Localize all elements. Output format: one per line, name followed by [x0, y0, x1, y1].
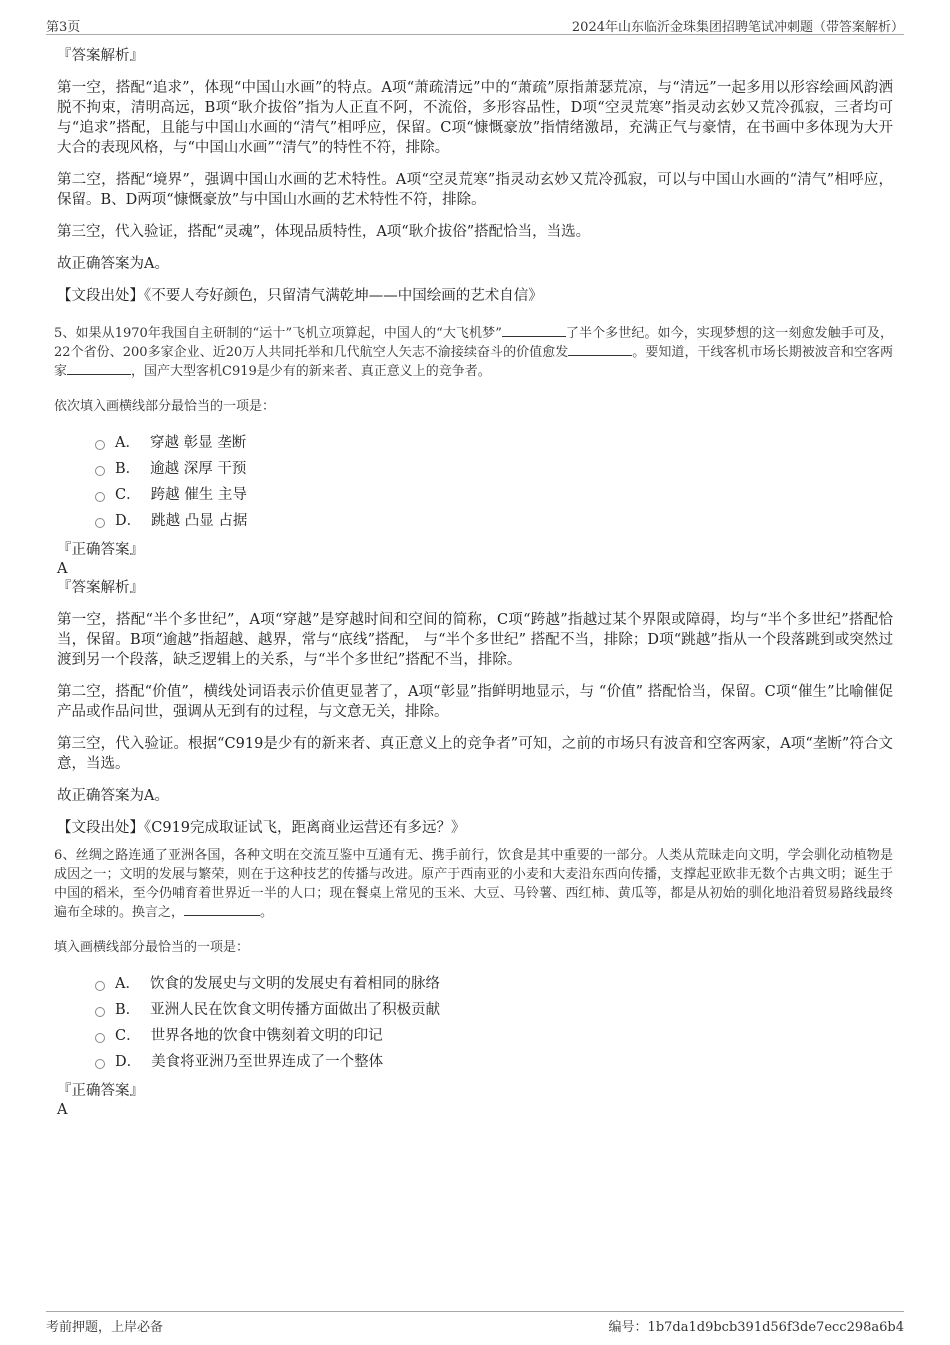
option-d[interactable]: D． 跳越 凸显 占据	[95, 508, 893, 534]
option-a[interactable]: A． 穿越 彰显 垄断	[95, 430, 893, 456]
radio-icon[interactable]	[95, 1059, 105, 1069]
document-title: 2024年山东临沂金珠集团招聘笔试冲刺题（带答案解析）	[571, 20, 904, 35]
option-b[interactable]: B． 逾越 深厚 干预	[95, 456, 893, 482]
question-5-stem: 5、如果从1970年我国自主研制的“运十”飞机立项算起，中国人的“大飞机梦” 了半个多世纪。如今，实现梦想的这一刻愈发触手可及，22个省份、200多家企业、近20万人共同托举和几代航空人矢志不渝接续奋斗的价值愈发 。要知道，干线客机市场长期被波音和空客两家 ，国产大型客机C919是少有的新来者、真正意义上的竞争者。	[54, 326, 893, 379]
page-number: 第3页	[46, 20, 81, 35]
correct-answer: A	[57, 561, 68, 577]
radio-icon[interactable]	[95, 981, 105, 991]
page-footer	[46, 1311, 904, 1334]
analysis-paragraph: 第三空，代入验证，搭配“灵魂”，体现品质特性，A项“耿介拔俗”搭配恰当，当选。	[57, 224, 591, 240]
answer-blank	[502, 324, 566, 337]
source-citation: 【文段出处】《不要人夸好颜色，只留清气满乾坤——中国绘画的艺术自信》	[57, 288, 543, 304]
correct-answer-label: 『正确答案』	[57, 1083, 144, 1099]
option-c[interactable]: C． 跨越 催生 主导	[95, 482, 893, 508]
correct-answer: A	[57, 1102, 68, 1118]
question-6-stem: 6、丝绸之路连通了亚洲各国，各种文明在交流互鉴中互通有无、携手前行，饮食是其中重要的一部分。人类从荒昧走向文明，学会驯化动植物是成因之一；文明的发展与繁荣，则在于这种技艺的传播与改进。原产于西南亚的小麦和大麦沿东西向传播，支撑起亚欧非无数个古典文明；诞生于中国的稻米，至今仍哺育着世界近一半的人口；现在餐桌上常见的玉米、大豆、马铃薯、西红柿、黄瓜等，都是从初始的驯化地沿着贸易路线最终遍布全球的。换言之， 。	[54, 848, 893, 920]
page-header	[46, 14, 904, 35]
radio-icon[interactable]	[95, 1007, 105, 1017]
analysis-conclusion: 故正确答案为A。	[57, 788, 169, 804]
radio-icon[interactable]	[95, 440, 105, 450]
answer-blank	[184, 903, 260, 916]
question-instruction: 填入画横线部分最恰当的一项是：	[54, 940, 250, 955]
radio-icon[interactable]	[95, 518, 105, 528]
analysis-paragraph: 第二空，搭配“境界”，强调中国山水画的艺术特性。A项“空灵荒寒”指灵动玄妙又荒冷孤寂，可以与中国山水画的“清气”相呼应，保留。B、D两项“慷慨豪放”与中国山水画的艺术特性不符，排除。	[57, 172, 893, 208]
radio-icon[interactable]	[95, 466, 105, 476]
correct-answer-label: 『正确答案』	[57, 542, 144, 558]
radio-icon[interactable]	[95, 1033, 105, 1043]
analysis-paragraph: 第二空，搭配“价值”，横线处词语表示价值更显著了，A项“彰显”指鲜明地显示，与 “价值” 搭配恰当，保留。C项“催生”比喻催促产品或作品问世，强调从无到有的过程，与文意无关，排除。	[57, 684, 893, 720]
document-id: 编号：1b7da1d9bcb391d56f3de7ecc298a6b4	[608, 1320, 904, 1335]
option-b[interactable]: B． 亚洲人民在饮食文明传播方面做出了积极贡献	[95, 997, 893, 1023]
source-citation: 【文段出处】《C919完成取证试飞，距离商业运营还有多远？》	[57, 820, 466, 836]
radio-icon[interactable]	[95, 492, 105, 502]
page-content	[54, 46, 893, 1119]
answer-blank	[67, 362, 131, 375]
analysis-paragraph: 第一空，搭配“追求”，体现“中国山水画”的特点。A项“萧疏清远”中的“萧疏”原指萧瑟荒凉，与“清远”一起多用以形容绘画风韵洒脱不拘束，清明高远，B项“耿介拔俗”指为人正直不阿，不流俗，多形容品性，D项“空灵荒寒”指灵动玄妙又荒冷孤寂，三者均可与“追求”搭配，且能与中国山水画的“清气”相呼应，保留。C项“慷慨豪放”指情绪激昂，充满正气与豪情，在书画中多体现为大开大合的表现风格，与“中国山水画”“清气”的特性不符，排除。	[57, 80, 893, 156]
answer-blank	[568, 343, 632, 356]
footer-slogan: 考前押题，上岸必备	[46, 1320, 164, 1335]
question-5-options	[95, 430, 893, 534]
analysis-paragraph: 第一空，搭配“半个多世纪”，A项“穿越”是穿越时间和空间的简称，C项“跨越”指越过某个界限或障碍，均与“半个多世纪”搭配恰当，保留。B项“逾越”指超越、越界，常与“底线”搭配， 与“半个多世纪” 搭配不当，排除；D项“跳越”指从一个段落跳到或突然过渡到另一个段落，缺乏逻辑上的关系，与“半个多世纪”搭配不当，排除。	[57, 612, 893, 668]
analysis-label: 『答案解析』	[57, 48, 144, 64]
question-instruction: 依次填入画横线部分最恰当的一项是：	[54, 399, 276, 414]
analysis-conclusion: 故正确答案为A。	[57, 256, 169, 272]
analysis-label: 『答案解析』	[57, 580, 144, 596]
option-d[interactable]: D． 美食将亚洲乃至世界连成了一个整体	[95, 1049, 893, 1075]
analysis-paragraph: 第三空，代入验证。根据“C919是少有的新来者、真正意义上的竞争者”可知，之前的市场只有波音和空客两家，A项“垄断”符合文意，当选。	[57, 736, 893, 772]
option-a[interactable]: A． 饮食的发展史与文明的发展史有着相同的脉络	[95, 971, 893, 997]
option-c[interactable]: C． 世界各地的饮食中镌刻着文明的印记	[95, 1023, 893, 1049]
question-6-options	[95, 971, 893, 1075]
